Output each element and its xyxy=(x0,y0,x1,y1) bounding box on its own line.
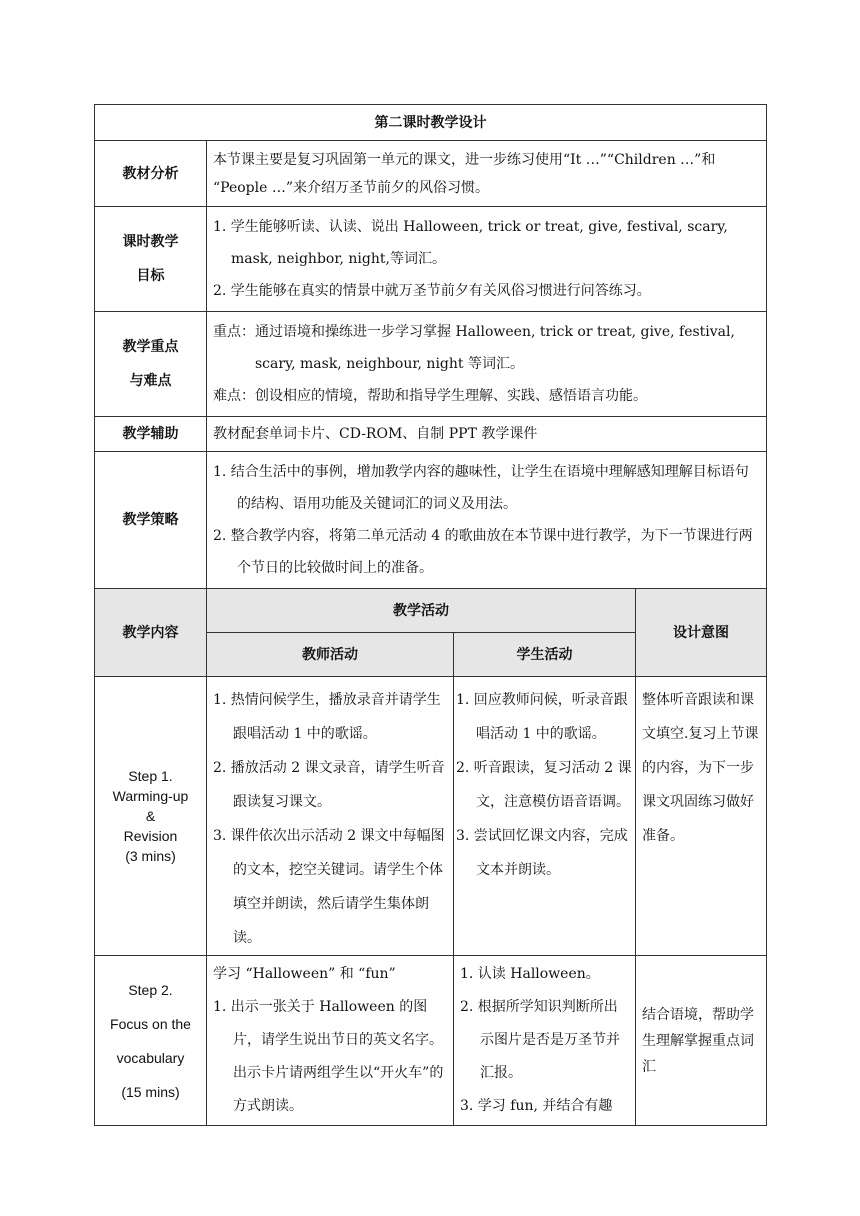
aids-row xyxy=(95,417,767,452)
step-1-teacher xyxy=(207,677,454,956)
key-points-row xyxy=(95,312,767,417)
step-1-student-item: 1. 回应教师问候，听录音跟唱活动 1 中的歌谣。 xyxy=(456,692,628,742)
lesson-plan-table xyxy=(94,104,767,1126)
strategy-content xyxy=(207,452,767,589)
header-student: 学生活动 xyxy=(454,633,636,677)
header-intent: 设计意图 xyxy=(636,589,767,677)
activity-header-row xyxy=(95,589,767,633)
step-1-student xyxy=(454,677,636,956)
step-2-student-item: 1. 认读 Halloween。 xyxy=(460,966,600,982)
step-2-intent: 结合语境，帮助学生理解掌握重点词汇 xyxy=(636,956,767,1126)
goals-item-1: 1. 学生能够听读、认读、说出 Halloween, trick or treat, give, festival, scary, mask, neighbor, night,等词汇。 xyxy=(213,219,728,267)
step-1-name-line: Step 1. xyxy=(128,768,173,784)
table-title: 第二课时教学设计 xyxy=(95,105,767,141)
step-2-name-line: Step 2. xyxy=(128,981,173,998)
step-1-teacher-item: 1. 热情问候学生，播放录音并请学生跟唱活动 1 中的歌谣。 xyxy=(213,692,441,742)
key-points-content xyxy=(207,312,767,417)
key-points-key: 重点：通过语境和操练进一步学习掌握 Halloween, trick or treat, give, festival, scary, mask, neighbour, night 等词汇。 xyxy=(213,324,735,372)
material-line-2: “People …”来介绍万圣节前夕的风俗习惯。 xyxy=(213,179,489,196)
goals-content xyxy=(207,207,767,312)
step-2-row xyxy=(95,956,767,1126)
step-2-teacher xyxy=(207,956,454,1126)
key-points-label xyxy=(95,312,207,417)
goals-label xyxy=(95,207,207,312)
step-2-name-line: vocabulary xyxy=(116,1049,185,1066)
step-2-student-item: 3. 学习 fun, 并结合有趣 xyxy=(460,1098,613,1114)
step-1-row xyxy=(95,677,767,956)
strategy-row xyxy=(95,452,767,589)
header-content: 教学内容 xyxy=(95,589,207,677)
step-2-name xyxy=(95,956,207,1126)
material-row xyxy=(95,141,767,207)
step-1-intent: 整体听音跟读和课文填空.复习上节课的内容，为下一步课文巩固练习做好准备。 xyxy=(636,677,767,956)
material-label: 教材分析 xyxy=(95,141,207,207)
header-teacher: 教师活动 xyxy=(207,633,454,677)
aids-label: 教学辅助 xyxy=(95,417,207,452)
step-1-teacher-item: 3. 课件依次出示活动 2 课文中每幅图的文本，挖空关键词。请学生个体填空并朗读，然后请学生集体朗读。 xyxy=(213,828,445,946)
step-2-name-line: Focus on the xyxy=(110,1015,191,1032)
step-1-name-line: (3 mins) xyxy=(125,848,176,864)
strategy-item-1: 1. 结合生活中的事例，增加教学内容的趣味性，让学生在语境中理解感知理解目标语句的结构、语用功能及关键词汇的词义及用法。 xyxy=(213,464,749,512)
step-1-student-item: 3. 尝试回忆课文内容，完成文本并朗读。 xyxy=(456,828,628,878)
goals-row xyxy=(95,207,767,312)
strategy-label: 教学策略 xyxy=(95,452,207,589)
key-points-label-line-2: 与难点 xyxy=(129,373,172,389)
step-2-teacher-intro: 学习 “Halloween” 和 “fun” xyxy=(213,966,396,982)
step-2-student xyxy=(454,956,636,1126)
step-2-teacher-item: 1. 出示一张关于 Halloween 的图片，请学生说出节日的英文名字。出示卡片请两组学生以“开火车”的方式朗读。 xyxy=(213,999,444,1114)
step-1-name-line: Warming-up xyxy=(112,788,189,804)
step-2-name-line: (15 mins) xyxy=(121,1083,180,1100)
step-2-student-item: 2. 根据所学知识判断所出示图片是否是万圣节并汇报。 xyxy=(460,999,620,1081)
step-1-name-line: & xyxy=(145,808,156,824)
step-1-student-item: 2. 听音跟读，复习活动 2 课文，注意模仿语音语调。 xyxy=(456,760,632,810)
step-1-name-line: Revision xyxy=(123,828,178,844)
step-1-teacher-item: 2. 播放活动 2 课文录音，请学生听音跟读复习课文。 xyxy=(213,760,445,810)
step-1-name xyxy=(95,677,207,956)
goals-label-line-2: 目标 xyxy=(136,268,165,284)
key-points-label-line-1: 教学重点 xyxy=(122,339,179,355)
strategy-item-2: 2. 整合教学内容，将第二单元活动 4 的歌曲放在本节课中进行教学，为下一节课进行两个节日的比较做时间上的准备。 xyxy=(213,528,753,576)
material-content xyxy=(207,141,767,207)
aids-content: 教材配套单词卡片、CD-ROM、自制 PPT 教学课件 xyxy=(207,417,767,452)
title-row xyxy=(95,105,767,141)
header-activities: 教学活动 xyxy=(207,589,636,633)
goals-label-line-1: 课时教学 xyxy=(122,234,179,250)
material-line-1: 本节课主要是复习巩固第一单元的课文，进一步练习使用“It …”“Children …”和 xyxy=(213,151,716,168)
key-points-difficulty: 难点：创设相应的情境，帮助和指导学生理解、实践、感悟语言功能。 xyxy=(213,388,647,404)
goals-item-2: 2. 学生能够在真实的情景中就万圣节前夕有关风俗习惯进行问答练习。 xyxy=(213,283,651,299)
